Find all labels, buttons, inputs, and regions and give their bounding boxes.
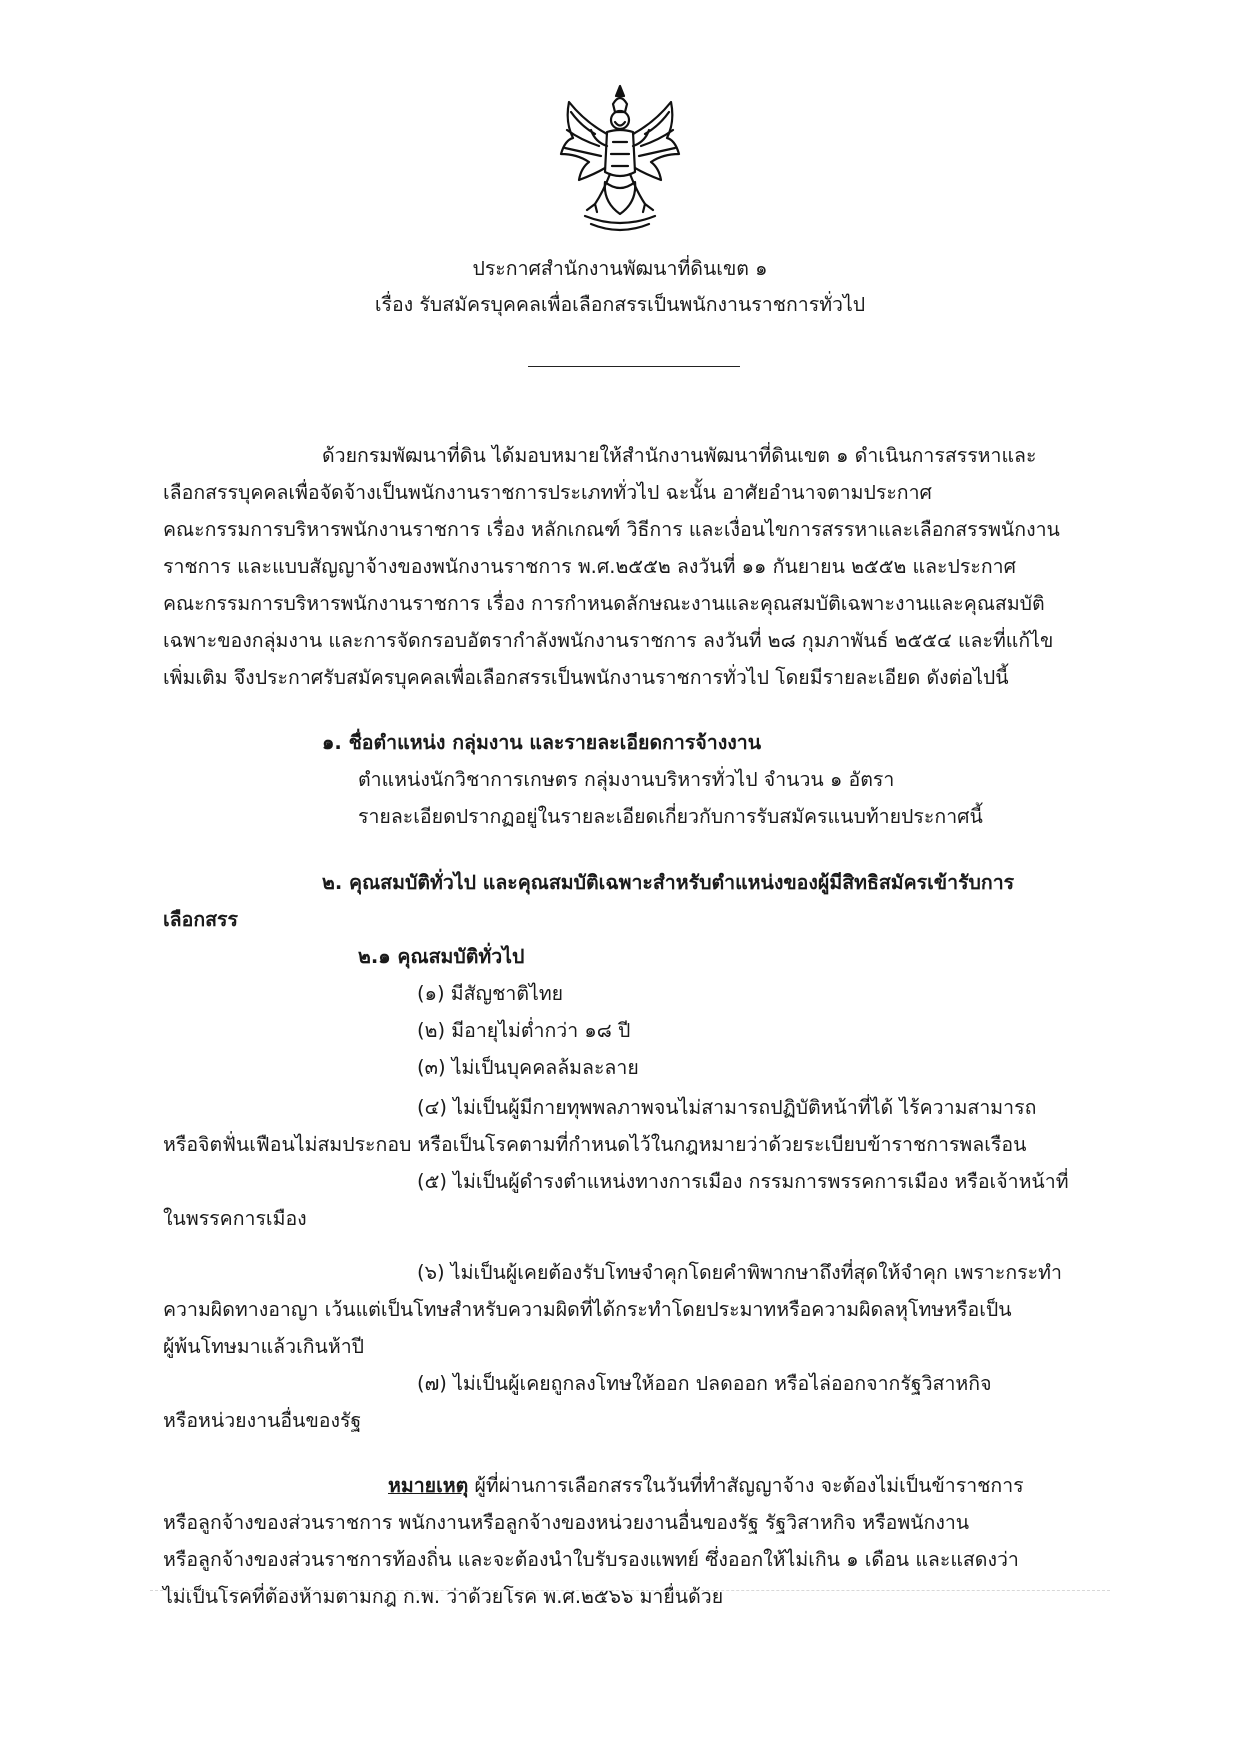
- intro-line: ด้วยกรมพัฒนาที่ดิน ได้มอบหมายให้สำนักงานพัฒนาที่ดินเขต ๑ ดำเนินการสรรหาและ: [322, 444, 1037, 467]
- garuda-emblem-icon: [555, 82, 685, 242]
- intro-line: ราชการ และแบบสัญญาจ้างของพนักงานราชการ พ.ศ.๒๕๕๒ ลงวันที่ ๑๑ กันยายน ๒๕๕๒ และประกาศ: [163, 555, 1016, 578]
- qualification-item: (๑) มีสัญชาติไทย: [417, 982, 564, 1005]
- section1-detail: รายละเอียดปรากฏอยู่ในรายละเอียดเกี่ยวกับการรับสมัครแนบท้ายประกาศนี้: [358, 805, 983, 828]
- qualification-item: (๓) ไม่เป็นบุคคลล้มละลาย: [417, 1056, 639, 1079]
- qualification-item-cont: หรือหน่วยงานอื่นของรัฐ: [163, 1409, 362, 1432]
- section2-heading-cont: เลือกสรร: [163, 908, 238, 931]
- note-label: หมายเหตุ: [388, 1474, 469, 1497]
- intro-line: เพิ่มเติม จึงประกาศรับสมัครบุคคลเพื่อเลือกสรรเป็นพนักงานราชการทั่วไป โดยมีรายละเอียด ดังต่อไปนี้: [163, 666, 1009, 689]
- intro-line: เลือกสรรบุคคลเพื่อจัดจ้างเป็นพนักงานราชการประเภททั่วไป ฉะนั้น อาศัยอำนาจตามประกาศ: [163, 481, 932, 504]
- intro-line: คณะกรรมการบริหารพนักงานราชการ เรื่อง การกำหนดลักษณะงานและคุณสมบัติเฉพาะงานและคุณสมบัติ: [163, 592, 1045, 615]
- section1-position: ตำแหน่งนักวิชาการเกษตร กลุ่มงานบริหารทั่วไป จำนวน ๑ อัตรา: [358, 768, 895, 791]
- intro-line: คณะกรรมการบริหารพนักงานราชการ เรื่อง หลักเกณฑ์ วิธีการ และเงื่อนไขการสรรหาและเลือกสรรพนักงาน: [163, 518, 1060, 541]
- note-text: ผู้ที่ผ่านการเลือกสรรในวันที่ทำสัญญาจ้าง จะต้องไม่เป็นข้าราชการ: [468, 1474, 1024, 1497]
- qualification-item-cont: ในพรรคการเมือง: [163, 1207, 307, 1230]
- qualification-item: (๔) ไม่เป็นผู้มีกายทุพพลภาพจนไม่สามารถปฏิบัติหน้าที่ได้ ไร้ความสามารถ: [417, 1096, 1037, 1119]
- section1-heading: ๑. ชื่อตำแหน่ง กลุ่มงาน และรายละเอียดการจ้างงาน: [322, 731, 762, 754]
- qualification-item-cont: ความผิดทางอาญา เว้นแต่เป็นโทษสำหรับความผิดที่ได้กระทำโดยประมาทหรือความผิดลหุโทษหรือเป็น: [163, 1298, 1012, 1321]
- section2-subheading: ๒.๑ คุณสมบัติทั่วไป: [358, 945, 525, 968]
- qualification-item: (๖) ไม่เป็นผู้เคยต้องรับโทษจำคุกโดยคำพิพากษาถึงที่สุดให้จำคุก เพราะกระทำ: [417, 1261, 1062, 1284]
- qualification-item: (๗) ไม่เป็นผู้เคยถูกลงโทษให้ออก ปลดออก หรือไล่ออกจากรัฐวิสาหกิจ: [417, 1372, 992, 1395]
- qualification-item: (๕) ไม่เป็นผู้ดำรงตำแหน่งทางการเมือง กรรมการพรรคการเมือง หรือเจ้าหน้าที่: [417, 1170, 1069, 1193]
- section2-heading: ๒. คุณสมบัติทั่วไป และคุณสมบัติเฉพาะสำหรับตำแหน่งของผู้มีสิทธิสมัครเข้ารับการ: [322, 871, 1015, 894]
- note-line: หรือลูกจ้างของส่วนราชการท้องถิ่น และจะต้องนำใบรับรองแพทย์ ซึ่งออกให้ไม่เกิน ๑ เดือน และแสดงว่า: [163, 1548, 1019, 1571]
- announcement-title: ประกาศสำนักงานพัฒนาที่ดินเขต ๑: [472, 257, 768, 280]
- scan-artifact-line: [150, 1590, 1110, 1591]
- announcement-subject: เรื่อง รับสมัครบุคคลเพื่อเลือกสรรเป็นพนักงานราชการทั่วไป: [374, 293, 866, 316]
- intro-line: เฉพาะของกลุ่มงาน และการจัดกรอบอัตรากำลังพนักงานราชการ ลงวันที่ ๒๘ กุมภาพันธ์ ๒๕๕๔ และที่แก้ไข: [163, 629, 1054, 652]
- note-line: หรือลูกจ้างของส่วนราชการ พนักงานหรือลูกจ้างของหน่วยงานอื่นของรัฐ รัฐวิสาหกิจ หรือพนักงาน: [163, 1511, 970, 1534]
- title-divider: [528, 366, 740, 367]
- qualification-item-cont: หรือจิตฟั่นเฟือนไม่สมประกอบ หรือเป็นโรคตามที่กำหนดไว้ในกฎหมายว่าด้วยระเบียบข้าราชการพลเรือน: [163, 1133, 1027, 1156]
- qualification-item-cont: ผู้พ้นโทษมาแล้วเกินห้าปี: [163, 1335, 365, 1358]
- qualification-item: (๒) มีอายุไม่ต่ำกว่า ๑๘ ปี: [417, 1019, 631, 1042]
- note-line: [388, 1471, 1024, 1501]
- note-line: ไม่เป็นโรคที่ต้องห้ามตามกฎ ก.พ. ว่าด้วยโรค พ.ศ.๒๕๖๖ มายื่นด้วย: [163, 1585, 724, 1608]
